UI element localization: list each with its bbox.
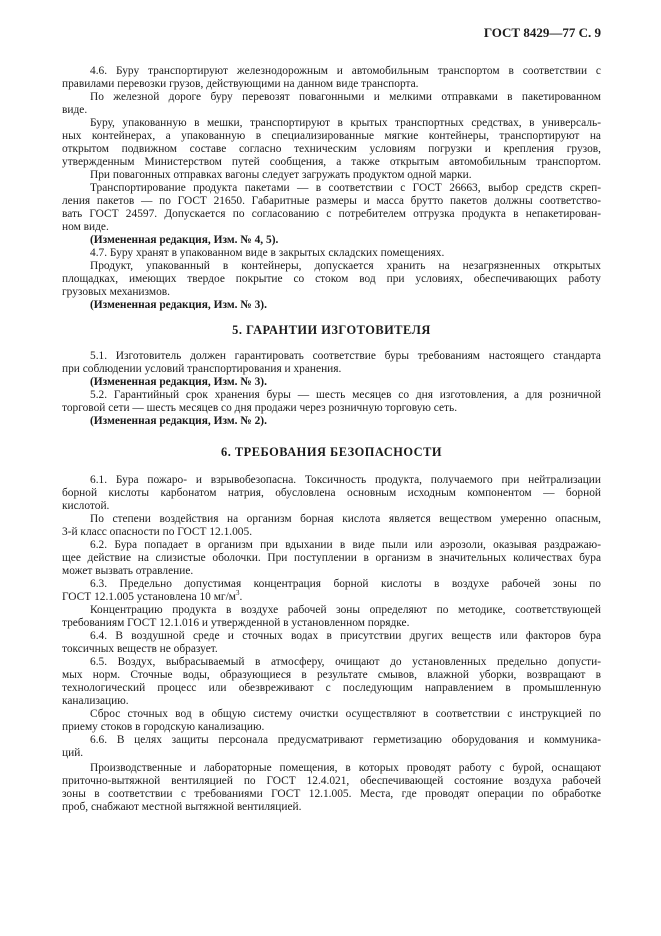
sentence-period: . [239, 591, 243, 603]
paragraph-line: борной кислоты карбонатом натрия, обусловлена основным исходным компонентом — борной [62, 487, 601, 499]
paragraph-line: ций. [62, 747, 84, 759]
paragraph-line: проб, снабжают местной вытяжной вентиляцией. [62, 801, 302, 813]
paragraph-line: виде. [62, 104, 88, 116]
paragraph-line: требованиям ГОСТ 12.1.016 и утвержденной в установленном порядке. [62, 617, 410, 629]
paragraph-line: торговой сети — шесть месяцев со дня продажи через розничную торговую сеть. [62, 402, 458, 414]
paragraph-line: утвержденным Министерством путей сообщения, а также открытым автомобильным транспортом. [62, 156, 601, 168]
amendment-note: (Измененная редакция, Изм. № 3). [90, 299, 267, 311]
paragraph-line: ления пакетов — по ГОСТ 21650. Габаритные размеры и масса брутто пакетов должны соответство- [62, 195, 601, 207]
cubic-superscript: 3 [235, 589, 240, 598]
paragraph-line: 4.6. Буру транспортируют железнодорожным и автомобильным транспортом в соответствии с [90, 65, 601, 77]
paragraph-line: 6.1. Бура пожаро- и взрывобезопасна. Токсичность продукта, получаемого при нейтрализации [90, 474, 601, 486]
amendment-note: (Измененная редакция, Изм. № 3). [90, 376, 267, 388]
amendment-note: (Измененная редакция, Изм. № 4, 5). [90, 234, 279, 246]
paragraph-line: 6.4. В воздушной среде и сточных водах в присутствии других веществ или факторов бура [90, 630, 601, 642]
paragraph-line: 5.1. Изготовитель должен гарантировать соответствие буры требованиям настоящего стандарта [90, 350, 601, 362]
paragraph-line: зоны в соответствии с требованиями ГОСТ 12.1.005. Места, где проводят операции по обработке [62, 788, 601, 800]
paragraph-line: может вызвать отравление. [62, 565, 194, 577]
amendment-note: (Измененная редакция, Изм. № 2). [90, 415, 267, 427]
paragraph-line: вать ГОСТ 24597. Допускается по согласованию с потребителем отгрузка продукта в непакетирован- [62, 208, 601, 220]
paragraph-line: Буру, упакованную в мешки, транспортируют в крытых транспортных средствах, в универсаль- [90, 117, 601, 129]
paragraph-line: ном виде. [62, 221, 109, 233]
paragraph-line: приточно-вытяжной вентиляцией по ГОСТ 12.4.021, обеспечивающей состояние воздуха рабочей [62, 775, 601, 787]
paragraph-line: При повагонных отправках вагоны следует загружать продуктом одной марки. [90, 169, 472, 181]
paragraph-line: при соблюдении условий транспортирования и хранения. [62, 363, 342, 375]
section-6-heading: 6. ТРЕБОВАНИЯ БЕЗОПАСНОСТИ [221, 445, 442, 459]
section-5-heading: 5. ГАРАНТИИ ИЗГОТОВИТЕЛЯ [232, 323, 431, 337]
paragraph-line: 6.5. Воздух, выбрасываемый в атмосферу, очищают до установленных предельно допусти- [90, 656, 601, 668]
paragraph-line: площадках, имеющих твердое покрытие со стоком вод при условиях, обеспечивающих работу [62, 273, 601, 285]
paragraph-line: Транспортирование продукта пакетами — в соответствии с ГОСТ 26663, выбор средств скреп- [90, 182, 601, 194]
paragraph-line: технологический процесс или обезвреживают с последующим направлением в промышленную [62, 682, 601, 694]
paragraph-line: 3-й класс опасности по ГОСТ 12.1.005. [62, 526, 253, 538]
paragraph-line: кислотой. [62, 500, 110, 512]
page-header: ГОСТ 8429—77 С. 9 [483, 25, 601, 40]
paragraph-line: 6.3. Предельно допустимая концентрация борной кислоты в воздухе рабочей зоны по [90, 578, 601, 590]
paragraph-line: Концентрацию продукта в воздухе рабочей зоны определяют по методике, соответствующей [90, 604, 601, 616]
paragraph-line: Производственные и лабораторные помещения, в которых проводят работу с бурой, оснащают [90, 762, 601, 774]
paragraph-line: приему стоков в городскую канализацию. [62, 721, 265, 733]
paragraph-line: токсичных веществ не образует. [62, 643, 218, 655]
paragraph-line: канализацию. [62, 695, 129, 707]
paragraph-line [62, 591, 601, 604]
paragraph-line: открытом подвижном составе согласно техническим условиям погрузки и крепления грузов, [62, 143, 601, 155]
paragraph-line: мых норм. Сточные воды, образующиеся в результате смывов, влажной уборки, возвращают в [62, 669, 601, 681]
paragraph-line: По железной дороге буру перевозят повагонными и мелкими отправками в пакетированном [90, 91, 601, 103]
paragraph-line: ных контейнерах, а упакованную в специализированные мягкие контейнеры, транспортируют на [62, 130, 601, 142]
paragraph-line: 4.7. Буру хранят в упакованном виде в закрытых складских помещениях. [90, 247, 445, 259]
paragraph-line: 5.2. Гарантийный срок хранения буры — шесть месяцев со дня изготовления, а для розничной [90, 389, 601, 401]
paragraph-line: 6.6. В целях защиты персонала предусматривают герметизацию оборудования и коммуника- [90, 734, 601, 746]
paragraph-line: Сброс сточных вод в общую систему очистки осуществляют в соответствии с инструкцией по [90, 708, 601, 720]
paragraph-line: По степени воздействия на организм борная кислота является веществом умеренно опасным, [90, 513, 601, 525]
paragraph-line: грузовых механизмов. [62, 286, 170, 298]
concentration-text: ГОСТ 12.1.005 установлена 10 мг/м [62, 591, 236, 603]
paragraph-line: 6.2. Бура попадает в организм при вдыхании в виде пыли или аэрозоли, оказывая раздражаю- [90, 539, 601, 551]
paragraph-line: щее действие на слизистые оболочки. При поступлении в организм в значительных количествах бура [62, 552, 601, 564]
paragraph-line: Продукт, упакованный в контейнеры, допускается хранить на незагрязненных открытых [90, 260, 601, 272]
paragraph-line: правилами перевозки грузов, действующими на данном виде транспорта. [62, 78, 419, 90]
